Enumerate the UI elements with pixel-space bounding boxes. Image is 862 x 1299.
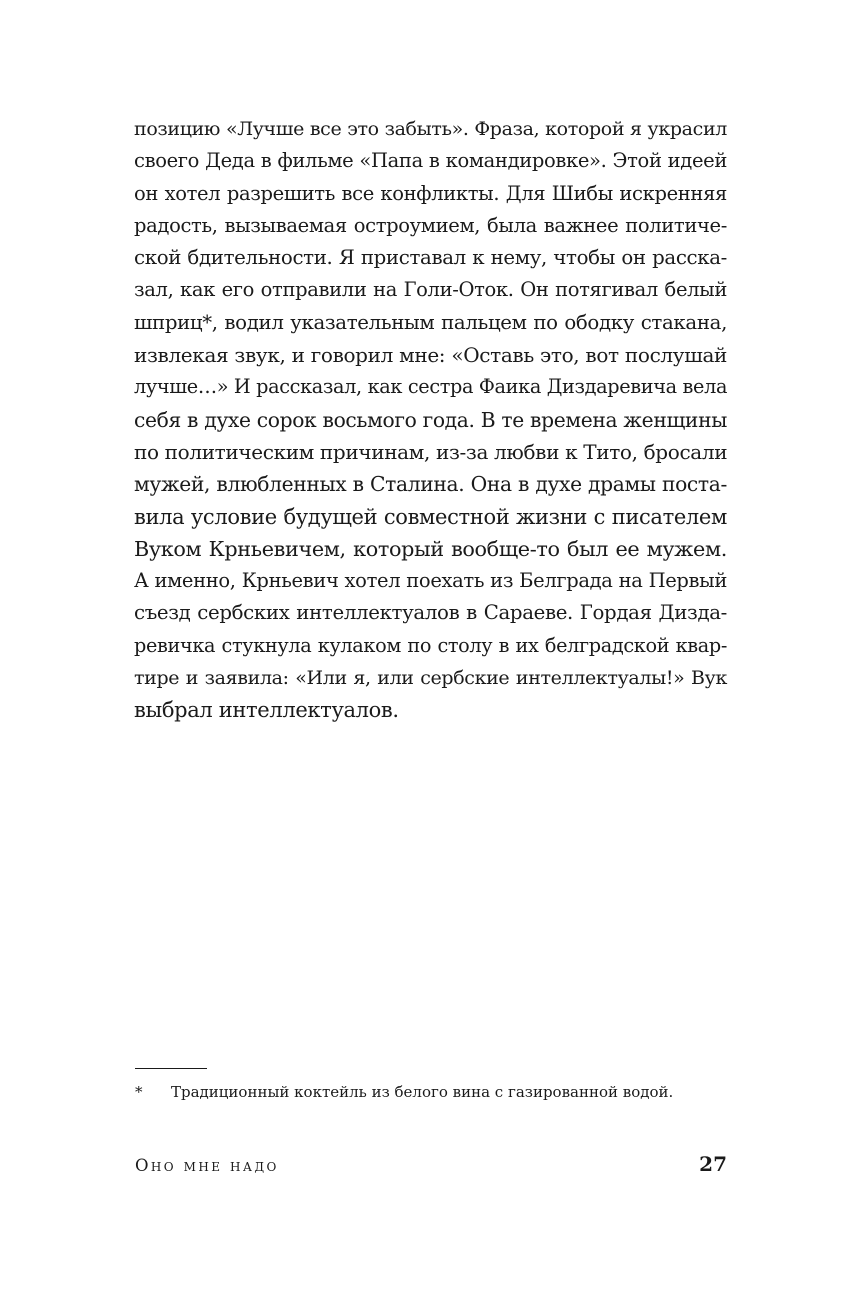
text-line: зал, как его отправили на Голи-Оток. Он потягивал белый [134, 278, 727, 302]
text-line: тире и заявила: «Или я, или сербские интеллектуалы!» Вук [134, 667, 727, 690]
text-line: извлекая звук, и говорил мне: «Оставь это, вот послушай [134, 343, 727, 368]
text-line: он хотел разрешить все конфликты. Для Шибы искренняя [134, 181, 727, 205]
text-line: радость, вызываемая остроумием, была важнее политиче- [134, 213, 727, 237]
text-line: своего Деда в фильме «Папа в командировке». Этой идеей [134, 149, 727, 173]
text-line: А именно, Крньевич хотел поехать из Белграда на Первый [134, 569, 727, 593]
text-line: ревичка стукнула кулаком по столу в их белградской квар- [134, 633, 727, 657]
footnote [135, 1082, 735, 1102]
text-line: мужей, влюбленных в Сталина. Она в духе драмы поста- [134, 472, 727, 497]
text-line: съезд сербских интеллектуалов в Сараеве. Гордая Дизда- [134, 601, 727, 625]
text-line: вила условие будущей совместной жизни с писателем [134, 504, 727, 529]
text-line: ской бдительности. Я приставал к нему, чтобы он расска- [134, 246, 727, 270]
text-line: лучше…» И рассказал, как сестра Фаика Диздаревича вела [134, 375, 728, 399]
page-number: 27 [699, 1152, 727, 1176]
text-line: Вуком Крньевичем, который вообще-то был ее мужем. [134, 536, 727, 561]
text-line: шприц*, водил указательным пальцем по ободку стакана, [134, 310, 727, 334]
footnote-text: Традиционный коктейль из белого вина с газированной водой. [171, 1083, 674, 1101]
text-line: выбрал интеллектуалов. [134, 698, 399, 723]
running-title: Оно мне надо [135, 1156, 279, 1175]
main-text-block [134, 113, 727, 727]
footnote-marker: * [135, 1083, 143, 1101]
text-line: себя в духе сорок восьмого года. В те времена женщины [134, 407, 727, 432]
footnote-divider [135, 1068, 207, 1069]
text-line: позицию «Лучше все это забыть». Фраза, которой я украсил [134, 118, 727, 140]
text-line: по политическим причинам, из-за любви к Тито, бросали [134, 439, 728, 464]
